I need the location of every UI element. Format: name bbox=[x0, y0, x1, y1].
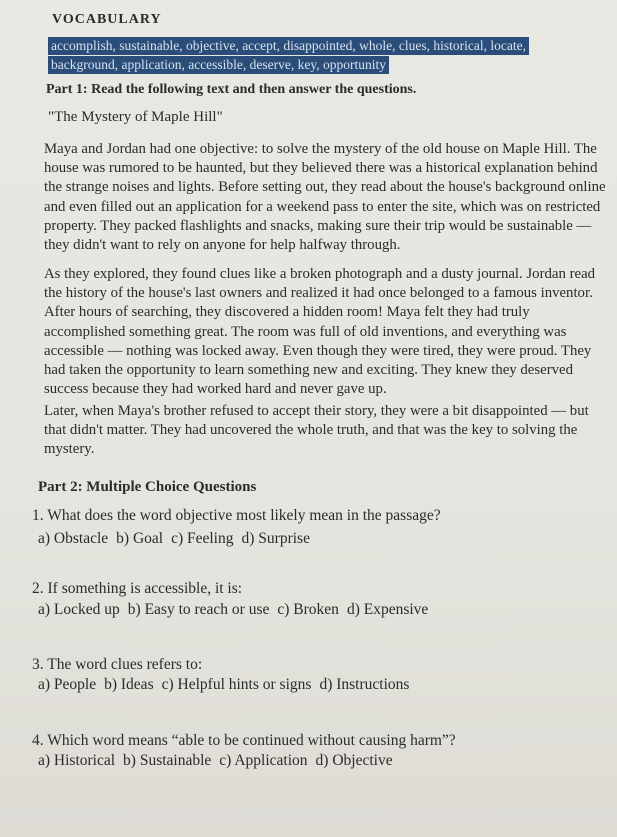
answer-option[interactable]: d) Surprise bbox=[241, 530, 310, 547]
part2-heading: Part 2: Multiple Choice Questions bbox=[38, 479, 257, 495]
answer-option[interactable]: b) Sustainable bbox=[123, 752, 212, 769]
answer-option[interactable]: c) Helpful hints or signs bbox=[161, 676, 312, 693]
answer-option[interactable]: c) Feeling bbox=[171, 530, 234, 547]
answer-option[interactable]: a) People bbox=[38, 676, 97, 693]
answer-option[interactable]: c) Broken bbox=[277, 601, 339, 618]
story-paragraph-3: Later, when Maya's brother refused to accept their story, they were a bit disappointed — but that didn't matter. They had uncovered the whole truth, and that was the key to solving the mystery. bbox=[44, 403, 589, 458]
vocabulary-list-line-2: background, application, accessible, deserve, key, opportunity bbox=[48, 56, 389, 74]
answer-option[interactable]: b) Goal bbox=[116, 530, 164, 547]
question-3: 3. The word clues refers to: bbox=[32, 656, 203, 673]
story-paragraph-2: As they explored, they found clues like a broken photograph and a dusty journal. Jordan read the history of the house's last owners and realized it had once belonged to a famous inventor. After hours of searching, they discovered a hidden room! Maya felt they had truly accomplished something great. The room was full of old inventions, and everything was accessible — nothing was locked away. Even though they were tired, they were proud. They had taken the opportunity to learn something new and exciting. They knew they deserved success because they had worked hard and never gave up. bbox=[44, 266, 596, 398]
answer-option[interactable]: d) Objective bbox=[315, 752, 393, 769]
question-1: 1. What does the word objective most likely mean in the passage? bbox=[32, 507, 441, 524]
question-4: 4. Which word means “able to be continued without causing harm”? bbox=[32, 732, 456, 749]
question-3-answers bbox=[38, 676, 417, 694]
answer-option[interactable]: b) Easy to reach or use bbox=[127, 601, 270, 618]
answer-option[interactable]: a) Historical bbox=[38, 752, 116, 769]
vocabulary-list-line-1: accomplish, sustainable, objective, accept, disappointed, whole, clues, historical, locate, bbox=[48, 37, 529, 55]
answer-option[interactable]: a) Obstacle bbox=[38, 530, 109, 547]
question-1-answers bbox=[38, 530, 318, 548]
part1-heading: Part 1: Read the following text and then answer the questions. bbox=[46, 82, 417, 97]
story-title: "The Mystery of Maple Hill" bbox=[48, 109, 223, 125]
answer-option[interactable]: a) Locked up bbox=[38, 601, 120, 618]
answer-option[interactable]: b) Ideas bbox=[104, 676, 154, 693]
answer-option[interactable]: d) Expensive bbox=[346, 601, 429, 618]
question-2-answers bbox=[38, 601, 436, 619]
vocabulary-title: VOCABULARY bbox=[52, 12, 162, 27]
answer-option[interactable]: d) Instructions bbox=[319, 676, 410, 693]
story-paragraph-1: Maya and Jordan had one objective: to solve the mystery of the old house on Maple Hill. The house was rumored to be haunted, but they believed there was a historical explanation behind the strange noises and lights. Before setting out, they read about the house's background online and even filled out an application for a weekend pass to enter the site, which was on restricted property. They packed flashlights and snacks, making sure their trip would be sustainable — they didn't want to rely on anyone for help halfway through. bbox=[44, 141, 606, 254]
question-2: 2. If something is accessible, it is: bbox=[32, 580, 243, 597]
answer-option[interactable]: c) Application bbox=[219, 752, 308, 769]
question-4-answers bbox=[38, 752, 401, 770]
